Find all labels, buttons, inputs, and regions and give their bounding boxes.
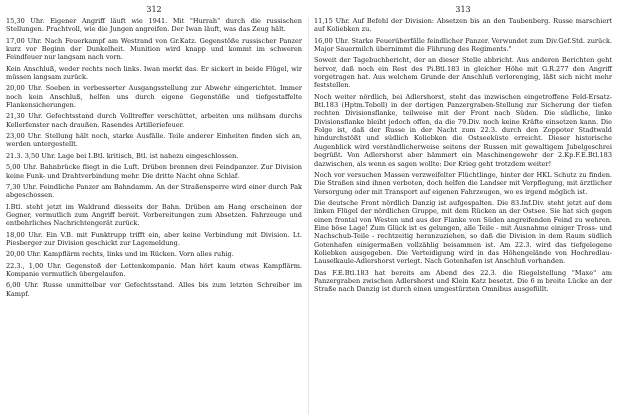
paragraph: 6,00 Uhr. Russe unmittelbar vor Gefechtsstand. Alles bis zum letzten Schreiber im Kampf. [6,281,302,298]
page-number: 312 [146,5,162,14]
paragraph: 23,00 Uhr. Stellung hält noch, starke Ausfälle. Teile anderer Einheiten finden sich an, werden untergestellt. [6,132,302,149]
paragraph: 20,00 Uhr. Soeben in verbesserter Ausgangsstellung zur Abwehr eingerichtet. Immer noch kein Anschluß, helfen uns durch eigene Gegenstöße und tiefgestaffelte Flankensicherungen. [6,84,302,110]
paragraph: 20,00 Uhr. Kampflärm rechts, links und im Rücken. Vorn alles ruhig. [6,250,234,259]
page-number: 313 [455,5,471,14]
left-page [6,5,302,415]
paragraph: 22.3., 1,00 Uhr. Gegenstoß der Lettenkompanie. Man hört kaum etwas Kampflärm. Kompanie vermutlich übergelaufen. [6,261,302,278]
page-gutter [308,18,309,414]
paragraph: 17,00 Uhr. Nach Feuerkampf am Westrand von Gr.Katz. Gegenstöße russischer Panzer kurz vor Beginn der Dunkelheit. Munition wird knapp und kommt im schweren Feindfeuer nur langsam nach vorn. [6,36,302,62]
paragraph: Soweit der Tagebuchbericht, der an dieser Stelle abbricht. Aus anderen Berichten geht hervor, daß noch ein Rest des Pi.Btl.183 in gleicher Höhe mit G.R.277 den Angriff vorgetragen hat. Aus welchem Grunde der Anschluß verlorenging, läßt sich nicht mehr feststellen. [314,56,612,90]
paragraph: 16,00 Uhr. Starke Feuerüberfälle feindlicher Panzer. Verwundet zum Div.Gef.Std. zurück. Major Sauermilch übernimmt die Führung des Regiments." [314,36,612,54]
paragraph: Kein Anschluß, weder rechts noch links. Iwan merkt das. Er sickert in beide Flügel, wir müssen langsam zurück. [6,64,302,82]
paragraph: Das F.E.Btl.183 hat bereits am Abend des 22.3. die Riegelstellung "Maxe" am Panzergraben zwischen Adlershorst und Klein Katz besetzt. Die 6 m breite Lücke an der Straße nach Danzig ist durch einen umgestürzten Omnibus ausgefüllt. [314,268,612,294]
paragraph: 18,00 Uhr. Ein V.B. mit Funktrupp trifft ein, aber keine Verbindung mit Division. Lt. Piesberger zur Division geschickt zur Lagemeldung. [6,230,302,247]
paragraph: 5,00 Uhr. Bahnbrücke fliegt in die Luft. Drüben brennen drei Feindpanzer. Zur Division keine Funk- und Drahtverbindung mehr. Die dritte Nacht ohne Schlaf. [6,163,302,180]
paragraph: 21.3. 3,50 Uhr. Lage bei I.Btl. kritisch, Btl. ist nahezu eingeschlossen. [6,151,239,160]
paragraph: Noch weiter nördlich, bei Adlershorst, steht das inzwischen eingetroffene Feld-Ersatz-Btl.183 (Hptm.Toboll) in der dortigen Panzergraben-Stellung zur Sicherung der tiefen rechten Divisionsflanke, teilweise mit der Front nach Süden. Die südliche, linke Divisionsflanke bleibt jedoch offen, da die 79.Div. noch keine Kräfte einsetzen kann. Die Folge ist, daß der Russe in der Nacht zum 22.3. durch den Zoppoter Stadtwald hindurchstößt und südlich Koliebken die Ostseeküste erreicht. Dieser historische Augenblick wird verständlicherweise seitens der Russen mit gewaltigem Jubelgeschrei begrüßt. Von Adlershorst aber hämmert ein Maschinengewehr der 2.Kp.F.E.Btl.183 dazwischen, als wenn es sagen wollte: Der Krieg geht trotzdem weiter! [314,92,612,168]
paragraph: 15,30 Uhr. Eigener Angriff läuft wie 1941. Mit "Hurrah" durch die russischen Stellungen. Prachtvoll, wie die Jungen angreifen. Der Iwan läuft, was das Zeug hält. [6,17,302,34]
paragraph: 7,30 Uhr. Feindliche Panzer am Bahndamm. An der Straßensperre wird einer durch Pak abgeschossen. [6,182,302,200]
right-page [314,5,612,415]
paragraph: 21,30 Uhr. Gefechtsstand durch Volltreffer verschüttet, arbeiten uns mühsam durchs Kellerfenster nach draußen. Rasendes Artilleriefeuer. [6,112,302,129]
paragraph: 11,15 Uhr. Auf Befehl der Division: Absetzen bis an den Taubenberg. Russe marschiert auf Koliebken zu. [314,17,612,34]
paragraph: I.Btl. steht jetzt im Waldrand diesseits der Bahn. Drüben am Hang erscheinen der Gegner, vermutlich zum Angriff bereit. Vorbereitungen zum Absetzen. Fahrzeuge und entbehrliches Nachrichtengerät zurück. [6,202,302,228]
paragraph: Noch vor versuchen Massen verzweifelter Flüchtlinge, hinter der HKL Schutz zu finden. Die Straßen sind ihnen verboten, doch helfen die Landser mit Verpflegung, mit ärztlicher Versorgung oder mit Transport auf eigenen Fahrzeugen, wo es irgend möglich ist. [314,170,612,196]
page-text [314,17,612,294]
paragraph: Die deutsche Front nördlich Danzig ist aufgespalten. Die 83.Inf.Div. steht jetzt auf dem linken Flügel der nördlichen Gruppe, mit dem Rücken an der Ostsee. Sie hat sich gegen einen frontal von Westen und aus der Flanke von Süden angreifenden Feind zu wehren. Eine böse Lage! Zum Glück ist es gelungen, alle Teile - mit Ausnahme einiger Tross- und Nachschub-Teile - rechtzeitig heranzuziehen, so daß die Division in dem Raum südlich Gotenhafen einigermaßen vollzählig beisammen ist. Am 22.3. wird das tiefgelegene Koliebken ausgegeben. Die Verteidigung wird in das Höhengelände von Hochredlau-Lauselkaule-Adlershorst verlegt. Nach Gotenhafen ist Anschluß vorhanden. [314,198,612,266]
page-text [6,17,302,298]
